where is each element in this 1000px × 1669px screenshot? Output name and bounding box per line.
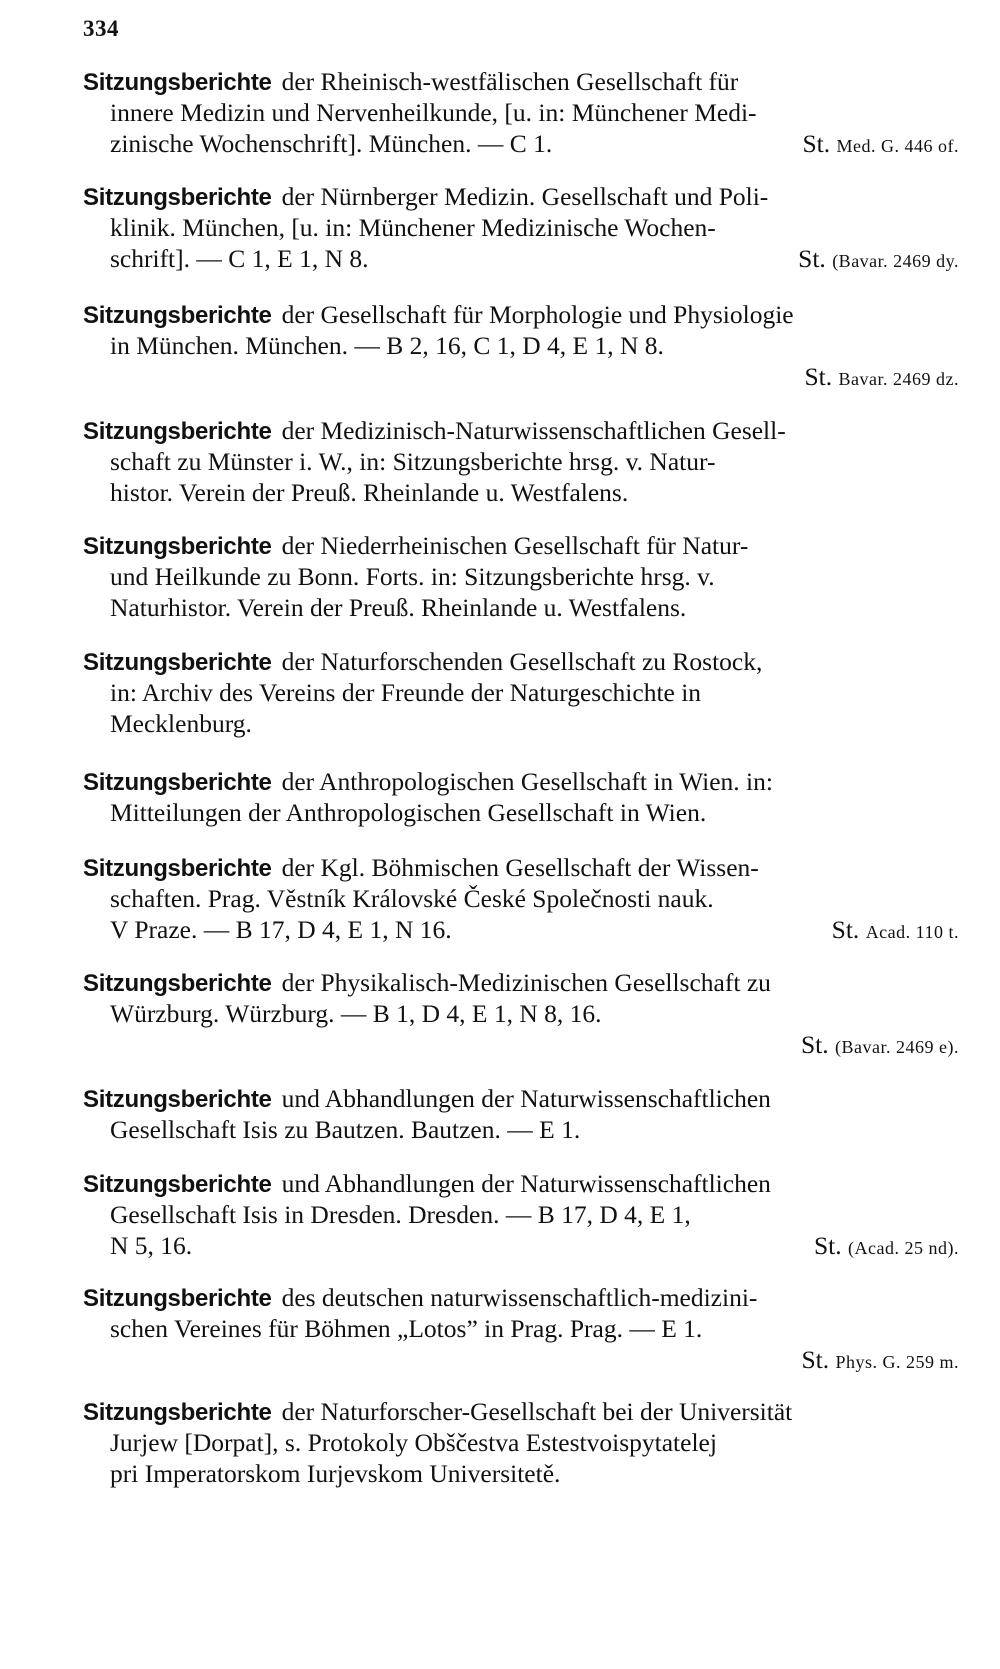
catalog-entry [83,1282,963,1375]
shelf-signature: St. Med. G. 446 of. [802,129,959,158]
entry-line: schaft zu Münster i. W., in: Sitzungsberichte hrsg. v. Natur- [110,447,716,476]
catalog-entry [83,766,963,828]
entry-line [83,299,963,330]
entry-text: der Naturforscher-Gesellschaft bei der Universität [281,1397,793,1426]
entry-line [83,181,963,212]
entry-line: Mitteilungen der Anthropologischen Gesellschaft in Wien. [110,798,707,827]
entry-heading: Sitzungsberichte [83,418,272,445]
entry-heading: Sitzungsberichte [83,533,272,560]
entry-heading: Sitzungsberichte [83,769,272,796]
shelf-signature: St. Bavar. 2469 dz. [804,362,959,391]
entry-text: der Niederrheinischen Gesellschaft für Natur- [281,531,749,560]
entry-heading: Sitzungsberichte [83,184,272,211]
entry-line [83,766,963,797]
catalog-entry [83,299,963,392]
entry-text: der Physikalisch-Medizinischen Gesellschaft zu [281,968,771,997]
page-number: 334 [83,16,119,41]
catalog-entry [83,181,963,274]
entry-line [83,646,963,677]
entry-line [83,415,963,446]
entry-line [83,66,963,97]
shelf-signature: St. (Acad. 25 nd). [814,1231,959,1260]
entry-text: der Nürnberger Medizin. Gesellschaft und Poli- [281,182,769,211]
entry-text: der Anthropologischen Gesellschaft in Wien. in: [281,767,773,796]
entry-line [83,530,963,561]
entry-text: der Medizinisch-Naturwissenschaftlichen Gesell- [281,416,786,445]
entry-line: Mecklenburg. [110,709,252,738]
entry-line: in: Archiv des Vereins der Freunde der Naturgeschichte in [110,678,702,707]
entry-heading: Sitzungsberichte [83,69,272,96]
entry-line: Gesellschaft Isis in Dresden. Dresden. — B 17, D 4, E 1, [110,1200,691,1229]
catalog-entry [83,530,963,623]
entry-line [83,1230,963,1261]
entry-text: und Abhandlungen der Naturwissenschaftlichen [281,1169,771,1198]
entry-heading: Sitzungsberichte [83,1171,272,1198]
entry-text: V Praze. — B 17, D 4, E 1, N 16. [110,915,452,944]
catalog-entry [83,1396,963,1489]
entry-line: Naturhistor. Verein der Preuß. Rheinlande u. Westfalens. [110,593,687,622]
entry-line [83,1083,963,1114]
catalog-entry [83,852,963,945]
entry-line: und Heilkunde zu Bonn. Forts. in: Sitzungsberichte hrsg. v. [110,562,715,591]
shelf-signature: St. Acad. 110 t. [831,915,959,944]
entry-line: Gesellschaft Isis zu Bautzen. Bautzen. — E 1. [110,1115,581,1144]
entry-heading: Sitzungsberichte [83,855,272,882]
shelf-signature: St. Phys. G. 259 m. [801,1345,959,1374]
catalog-entry [83,967,963,1060]
entry-heading: Sitzungsberichte [83,1399,272,1426]
entry-line [83,852,963,883]
shelf-signature: St. (Bavar. 2469 e). [801,1030,959,1059]
entry-text: der Gesellschaft für Morphologie und Physiologie [281,300,794,329]
entry-line [83,1396,963,1427]
catalog-entry [83,646,963,739]
catalog-entry [83,415,963,508]
entry-line [83,967,963,998]
entry-line [83,128,963,159]
entry-text: der Kgl. Böhmischen Gesellschaft der Wissen- [281,853,759,882]
entry-line: histor. Verein der Preuß. Rheinlande u. Westfalens. [110,478,629,507]
entry-text: zinische Wochenschrift]. München. — C 1. [110,129,553,158]
entry-line [83,1282,963,1313]
entry-heading: Sitzungsberichte [83,1086,272,1113]
entry-line [83,243,963,274]
entry-line: Jurjew [Dorpat], s. Protokoly Obščestva Estestvoispytatelej [110,1428,717,1457]
entry-line: schaften. Prag. Věstník Královské České Společnosti nauk. [110,884,714,913]
entry-line [83,914,963,945]
entry-line: pri Imperatorskom Iurjevskom Universitetě. [110,1459,561,1488]
entry-heading: Sitzungsberichte [83,1285,272,1312]
catalog-entry [83,1083,963,1145]
entry-line: in München. München. — B 2, 16, C 1, D 4, E 1, N 8. [110,331,664,360]
entry-heading: Sitzungsberichte [83,302,272,329]
entry-text: der Naturforschenden Gesellschaft zu Rostock, [281,647,763,676]
entry-heading: Sitzungsberichte [83,970,272,997]
entry-text: und Abhandlungen der Naturwissenschaftlichen [281,1084,771,1113]
entry-line: Würzburg. Würzburg. — B 1, D 4, E 1, N 8, 16. [110,999,602,1028]
entry-text: der Rheinisch-westfälischen Gesellschaft für [281,67,739,96]
entry-line: klinik. München, [u. in: Münchener Medizinische Wochen- [110,213,716,242]
entry-text: schrift]. — C 1, E 1, N 8. [110,244,369,273]
catalog-entry [83,1168,963,1261]
entry-heading: Sitzungsberichte [83,649,272,676]
entry-text: N 5, 16. [110,1231,193,1260]
entry-line: innere Medizin und Nervenheilkunde, [u. in: Münchener Medi- [110,98,757,127]
entry-line [83,1168,963,1199]
entry-line: schen Vereines für Böhmen „Lotos” in Prag. Prag. — E 1. [110,1314,703,1343]
entry-text: des deutschen naturwissenschaftlich-medizini- [281,1283,758,1312]
shelf-signature: St. (Bavar. 2469 dy. [798,244,959,273]
catalog-entry [83,66,963,159]
